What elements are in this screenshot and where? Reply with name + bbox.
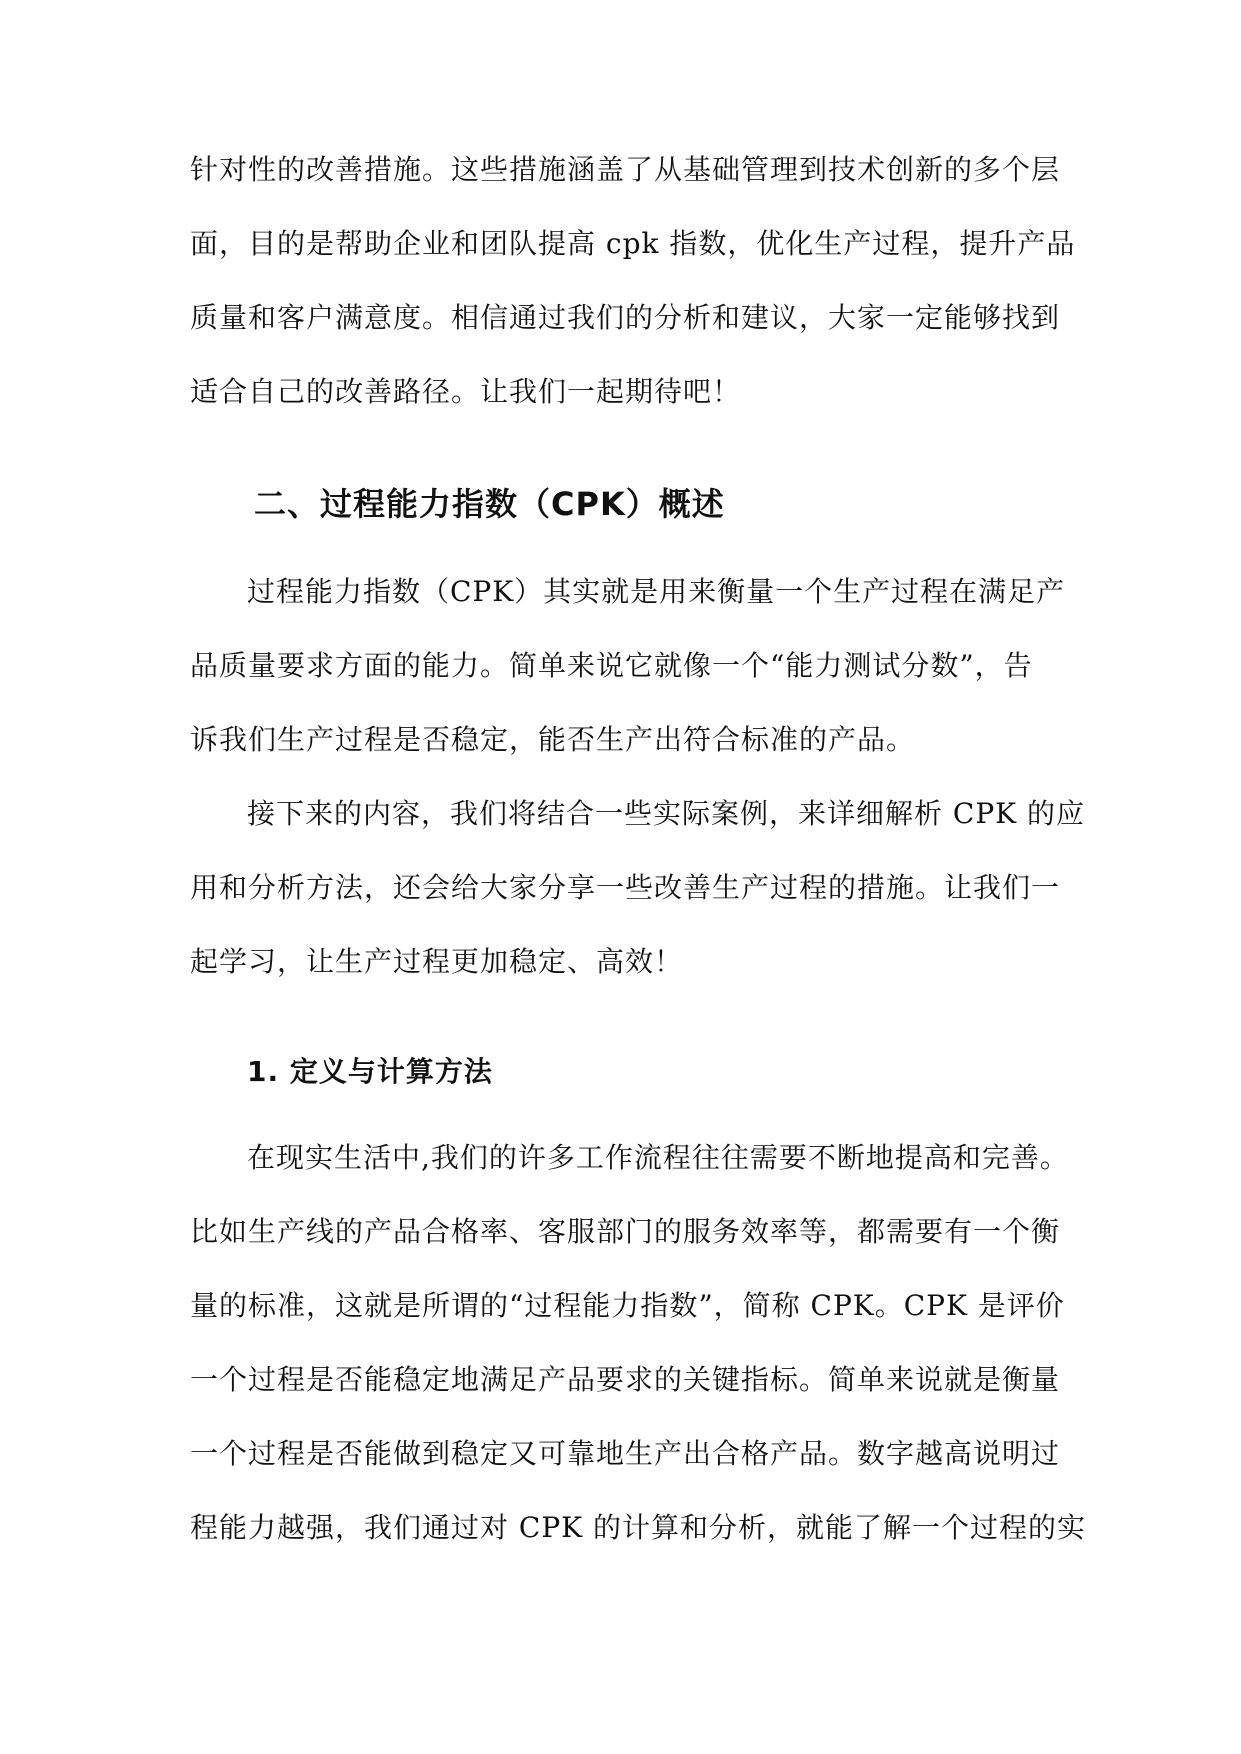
subsection-1-para-line-6: 程能力越强，我们通过对 CPK 的计算和分析，就能了解一个过程的实 [190,1511,1086,1544]
subsection-1-heading: 1. 定义与计算方法 [247,1055,493,1088]
subsection-1-para-line-3: 量的标准，这就是所谓的“过程能力指数”，简称 CPK。CPK 是评价 [190,1289,1065,1322]
intro-line-4: 适合自己的改善路径。让我们一起期待吧！ [190,375,742,408]
section-2-para-1-line-3: 诉我们生产过程是否稳定，能否生产出符合标准的产品。 [190,723,916,756]
section-2-para-1-line-2: 品质量要求方面的能力。简单来说它就像一个“能力测试分数”，告 [190,649,1033,682]
subsection-1-para-line-2: 比如生产线的产品合格率、客服部门的服务效率等，都需要有一个衡 [190,1215,1061,1248]
section-2-para-2-line-1: 接下来的内容，我们将结合一些实际案例，来详细解析 CPK 的应 [247,797,1085,830]
subsection-1-para-line-4: 一个过程是否能稳定地满足产品要求的关键指标。简单来说就是衡量 [190,1363,1061,1396]
intro-line-3: 质量和客户满意度。相信通过我们的分析和建议，大家一定能够找到 [190,301,1061,334]
intro-line-1: 针对性的改善措施。这些措施涵盖了从基础管理到技术创新的多个层 [190,153,1061,186]
section-2-para-1-line-1: 过程能力指数（CPK）其实就是用来衡量一个生产过程在满足产 [247,575,1066,608]
subsection-1-para-line-5: 一个过程是否能做到稳定又可靠地生产出合格产品。数字越高说明过 [190,1437,1061,1470]
section-2-para-2-line-3: 起学习，让生产过程更加稳定、高效！ [190,945,684,978]
section-2-heading: 二、过程能力指数（CPK）概述 [254,485,725,523]
subsection-1-para-line-1: 在现实生活中,我们的许多工作流程往往需要不断地提高和完善。 [247,1141,1069,1174]
section-2-para-2-line-2: 用和分析方法，还会给大家分享一些改善生产过程的措施。让我们一 [190,871,1061,904]
intro-line-2: 面，目的是帮助企业和团队提高 cpk 指数，优化生产过程，提升产品 [190,227,1076,260]
